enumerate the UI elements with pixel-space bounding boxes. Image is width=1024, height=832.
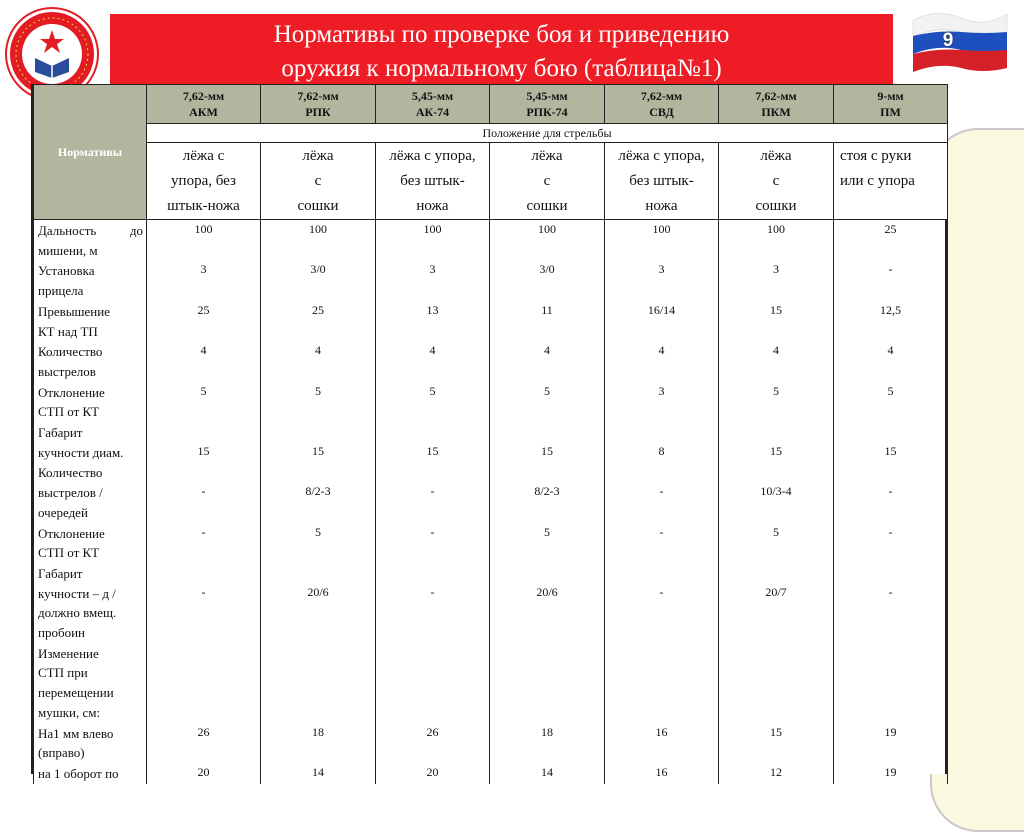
value-cell	[376, 643, 490, 723]
value-cell: 5	[376, 382, 490, 422]
value-cell	[719, 643, 834, 723]
value-cell: 20/7	[719, 563, 834, 643]
firing-position-cell: лёжа с сошки	[490, 143, 605, 220]
value-cell: 5	[261, 382, 376, 422]
value-cell: 16	[605, 763, 719, 784]
value-cell: 3/0	[261, 260, 376, 300]
row-label: Дальность до мишени, м	[34, 220, 147, 261]
firing-position-cell: лёжа с сошки	[719, 143, 834, 220]
row-label: Габарит кучности – д / должно вмещ. пробоин	[34, 563, 147, 643]
row-label: Превышение КТ над ТП	[34, 301, 147, 341]
title-line-1: Нормативы по проверке боя и приведению	[273, 21, 730, 48]
value-cell: 3/0	[490, 260, 605, 300]
value-cell: 4	[605, 341, 719, 381]
value-cell: 20/6	[490, 563, 605, 643]
value-cell: 3	[376, 260, 490, 300]
value-cell: 25	[261, 301, 376, 341]
value-cell: 18	[261, 723, 376, 763]
value-cell: 18	[490, 723, 605, 763]
value-cell: 16/14	[605, 301, 719, 341]
value-cell: 19	[834, 763, 948, 784]
table-row	[34, 301, 948, 341]
table-row	[34, 563, 948, 643]
weapon-header: 7,62-мм РПК	[261, 85, 376, 124]
value-cell: 3	[605, 260, 719, 300]
value-cell: -	[834, 563, 948, 643]
value-cell: 13	[376, 301, 490, 341]
table-row	[34, 382, 948, 422]
title-line-2: оружия к нормальному бою (таблица№1)	[281, 55, 722, 82]
value-cell	[147, 643, 261, 723]
weapon-header: 7,62-мм ПКМ	[719, 85, 834, 124]
value-cell: 4	[261, 341, 376, 381]
value-cell: -	[834, 260, 948, 300]
norms-header: Нормативы	[34, 85, 147, 220]
value-cell: 25	[147, 301, 261, 341]
table-row	[34, 422, 948, 462]
value-cell: 3	[719, 260, 834, 300]
table-row	[34, 723, 948, 763]
value-cell: 8/2-3	[261, 462, 376, 522]
value-cell: 4	[147, 341, 261, 381]
value-cell	[261, 643, 376, 723]
firing-position-cell: стоя с руки или с упора	[834, 143, 948, 220]
value-cell: -	[834, 523, 948, 563]
value-cell: 4	[376, 341, 490, 381]
value-cell: 100	[719, 220, 834, 261]
row-label: Изменение СТП при перемещении мушки, см:	[34, 643, 147, 723]
value-cell: 5	[490, 523, 605, 563]
weapon-header: 5,45-мм АК-74	[376, 85, 490, 124]
value-cell: 100	[605, 220, 719, 261]
table-row	[34, 462, 948, 522]
value-cell: 11	[490, 301, 605, 341]
value-cell: -	[147, 462, 261, 522]
value-cell: 5	[719, 523, 834, 563]
value-cell: 15	[719, 301, 834, 341]
value-cell: 15	[719, 422, 834, 462]
slide-number: 9	[942, 30, 954, 51]
table-body	[34, 220, 948, 784]
value-cell: 20	[147, 763, 261, 784]
value-cell: -	[147, 563, 261, 643]
firing-position-cell: лёжа с упора, без штык- ножа	[605, 143, 719, 220]
value-cell: 5	[719, 382, 834, 422]
value-cell: 100	[490, 220, 605, 261]
value-cell: 15	[834, 422, 948, 462]
value-cell: 3	[605, 382, 719, 422]
value-cell: 19	[834, 723, 948, 763]
value-cell: -	[147, 523, 261, 563]
value-cell: 12,5	[834, 301, 948, 341]
value-cell: -	[376, 462, 490, 522]
value-cell: 15	[147, 422, 261, 462]
value-cell	[490, 643, 605, 723]
value-cell: -	[605, 563, 719, 643]
row-label: Установка прицела	[34, 260, 147, 300]
value-cell: 8	[605, 422, 719, 462]
weapon-header: 7,62-мм АКМ	[147, 85, 261, 124]
value-cell: 100	[261, 220, 376, 261]
firing-position-header: Положение для стрельбы	[147, 124, 948, 143]
table-row	[34, 220, 948, 261]
standards-table	[33, 84, 948, 784]
value-cell: -	[834, 462, 948, 522]
firing-position-cell: лёжа с сошки	[261, 143, 376, 220]
value-cell: 5	[147, 382, 261, 422]
row-label: Отклонение СТП от КТ	[34, 523, 147, 563]
firing-position-cell: лёжа с упора, без штык-ножа	[147, 143, 261, 220]
value-cell: 5	[834, 382, 948, 422]
table-row	[34, 763, 948, 784]
value-cell: 16	[605, 723, 719, 763]
value-cell: 10/3-4	[719, 462, 834, 522]
value-cell: 26	[376, 723, 490, 763]
row-label: Отклонение СТП от КТ	[34, 382, 147, 422]
value-cell: 25	[834, 220, 948, 261]
value-cell: 20	[376, 763, 490, 784]
value-cell: 4	[834, 341, 948, 381]
table-row	[34, 643, 948, 723]
value-cell: 14	[261, 763, 376, 784]
value-cell: 3	[147, 260, 261, 300]
value-cell: 15	[376, 422, 490, 462]
value-cell: 4	[490, 341, 605, 381]
value-cell: 5	[261, 523, 376, 563]
value-cell: -	[376, 563, 490, 643]
table-row	[34, 523, 948, 563]
value-cell: 15	[719, 723, 834, 763]
value-cell: 15	[490, 422, 605, 462]
value-cell: 8/2-3	[490, 462, 605, 522]
value-cell: 26	[147, 723, 261, 763]
value-cell: -	[605, 462, 719, 522]
value-cell: 4	[719, 341, 834, 381]
value-cell: 14	[490, 763, 605, 784]
value-cell: -	[605, 523, 719, 563]
row-label: на 1 оборот по	[34, 763, 147, 784]
weapon-header: 9-мм ПМ	[834, 85, 948, 124]
value-cell: 15	[261, 422, 376, 462]
weapon-header: 7,62-мм СВД	[605, 85, 719, 124]
page-title	[110, 14, 893, 86]
weapon-header: 5,45-мм РПК-74	[490, 85, 605, 124]
row-label: Количество выстрелов	[34, 341, 147, 381]
firing-position-cell: лёжа с упора, без штык- ножа	[376, 143, 490, 220]
value-cell	[834, 643, 948, 723]
table-row	[34, 341, 948, 381]
row-label: Габарит кучности диам.	[34, 422, 147, 462]
value-cell: 12	[719, 763, 834, 784]
value-cell: 100	[376, 220, 490, 261]
value-cell: 5	[490, 382, 605, 422]
row-label: Количество выстрелов / очередей	[34, 462, 147, 522]
table-row	[34, 260, 948, 300]
value-cell: 20/6	[261, 563, 376, 643]
value-cell	[605, 643, 719, 723]
standards-table-container	[31, 84, 947, 781]
value-cell: -	[376, 523, 490, 563]
value-cell: 100	[147, 220, 261, 261]
row-label: На1 мм влево (вправо)	[34, 723, 147, 763]
